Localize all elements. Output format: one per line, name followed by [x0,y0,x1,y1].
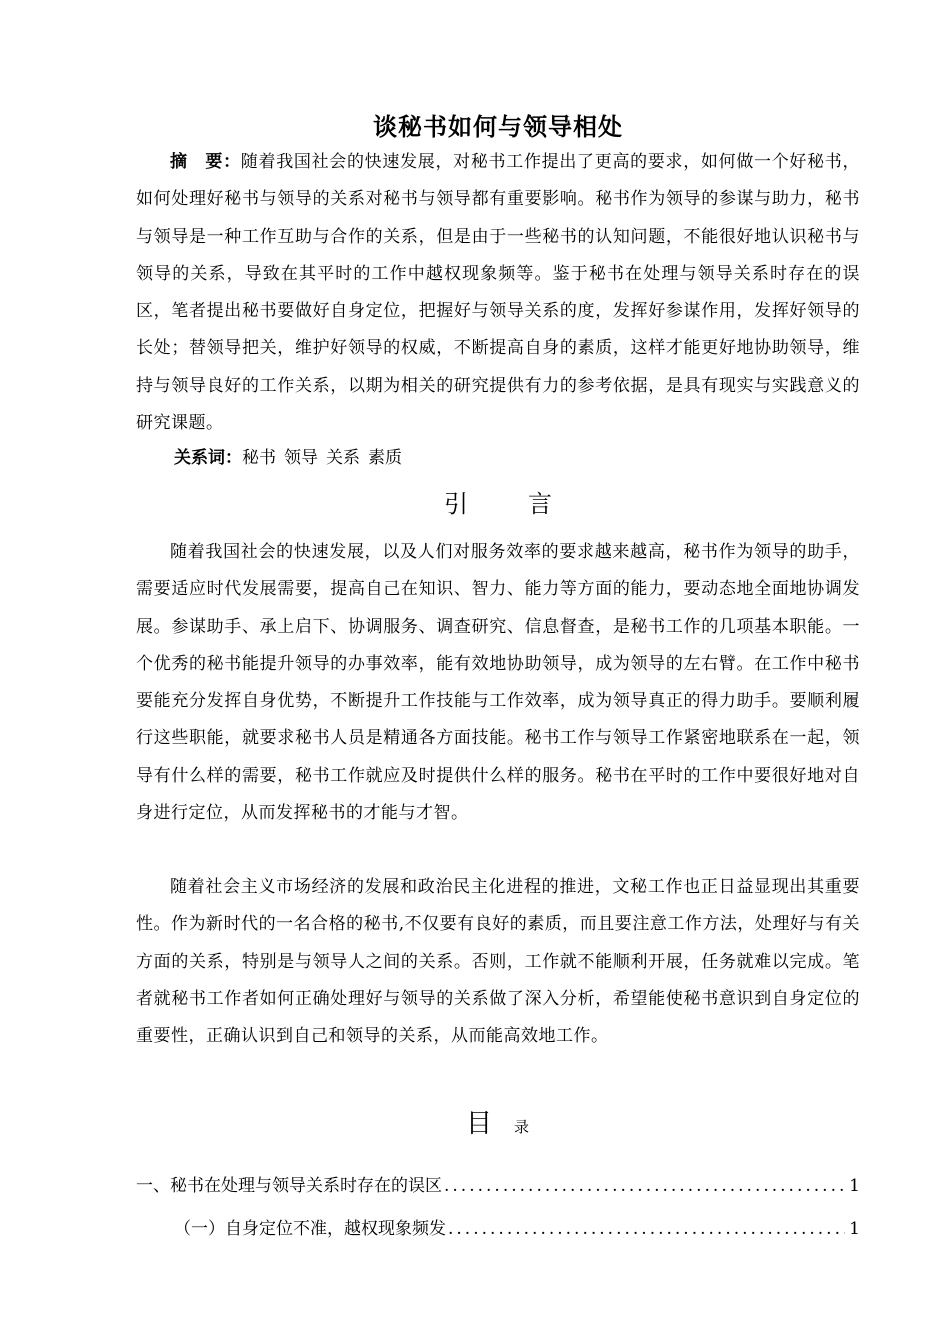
introduction-paragraph: 随着我国社会的快速发展，以及人们对服务效率的要求越来越高，秘书作为领导的助手，需要适应时代发展需要，提高自己在知识、智力、能力等方面的能力，要动态地全面地协调发展。参谋助手、承上启下、协调服务、调查研究、信息督查，是秘书工作的几项基本职能。一个优秀的秘书能提升领导的办事效率，能有效地协助领导，成为领导的左右臂。在工作中秘书要能充分发挥自身优势，不断提升工作技能与工作效率，成为领导真正的得力助手。要顺利履行这些职能，就要求秘书人员是精通各方面技能。秘书工作与领导工作紧密地联系在一起，领导有什么样的需要，秘书工作就应及时提供什么样的服务。秘书在平时的工作中要很好地对自身进行定位，从而发挥秘书的才能与才智。 [136,542,860,824]
toc-entry-page: 1 [849,1219,860,1239]
abstract-text: 随着我国社会的快速发展，对秘书工作提出了更高的要求，如何做一个好秘书，如何处理好秘书与领导的关系对秘书与领导都有重要影响。秘书作为领导的参谋与助力，秘书与领导是一种工作互助与合作的关系，但是由于一些秘书的认知问题，不能很好地认识秘书与领导的关系，导致在其平时的工作中越权现象频等。鉴于秘书在处理与领导关系时存在的误区，笔者提出秘书要做好自身定位，把握好与领导关系的度，发挥好参谋作用，发挥好领导的长处；替领导把关，维护好领导的权威，不断提高自身的素质，这样才能更好地协助领导，维持与领导良好的工作关系，以期为相关的研究提供有力的参考依据，是具有现实与实践意义的研究课题。 [136,152,861,434]
toc-heading-main: 目 [466,1109,493,1139]
keywords-line [174,440,410,477]
toc-leader-dots [444,1173,845,1199]
toc-entry[interactable] [136,1173,860,1199]
toc-heading [466,1103,529,1140]
toc-entry-title: （一）自身定位不准，越权现象频发 [174,1219,446,1239]
keywords-label: 关系词： [174,448,242,468]
abstract-label: 摘 要： [170,152,241,172]
keyword: 关系 [326,448,360,468]
toc-entry[interactable] [174,1216,860,1242]
introduction-heading: 引言 [444,490,612,518]
document-title: 谈秘书如何与领导相处 [373,113,623,141]
toc-entry-title: 一、秘书在处理与领导关系时存在的误区 [136,1176,442,1196]
keyword: 素质 [368,448,402,468]
keyword: 秘书 [242,448,276,468]
abstract-paragraph [136,144,860,442]
toc-heading-secondary: 录 [514,1118,530,1136]
introduction-paragraph: 随着社会主义市场经济的发展和政治民主化进程的推进，文秘工作也正日益显现出其重要性。作为新时代的一名合格的秘书,不仅要有良好的素质，而且要注意工作方法，处理好与有关方面的关系，特别是与领导人之间的关系。否则，工作就不能顺利开展，任务就难以完成。笔者就秘书工作者如何正确处理好与领导的关系做了深入分析，希望能使秘书意识到自身定位的重要性，正确认识到自己和领导的关系，从而能高效地工作。 [136,877,860,1047]
keyword: 领导 [284,448,318,468]
toc-leader-dots [448,1216,845,1242]
toc-entry-page: 1 [849,1176,860,1196]
